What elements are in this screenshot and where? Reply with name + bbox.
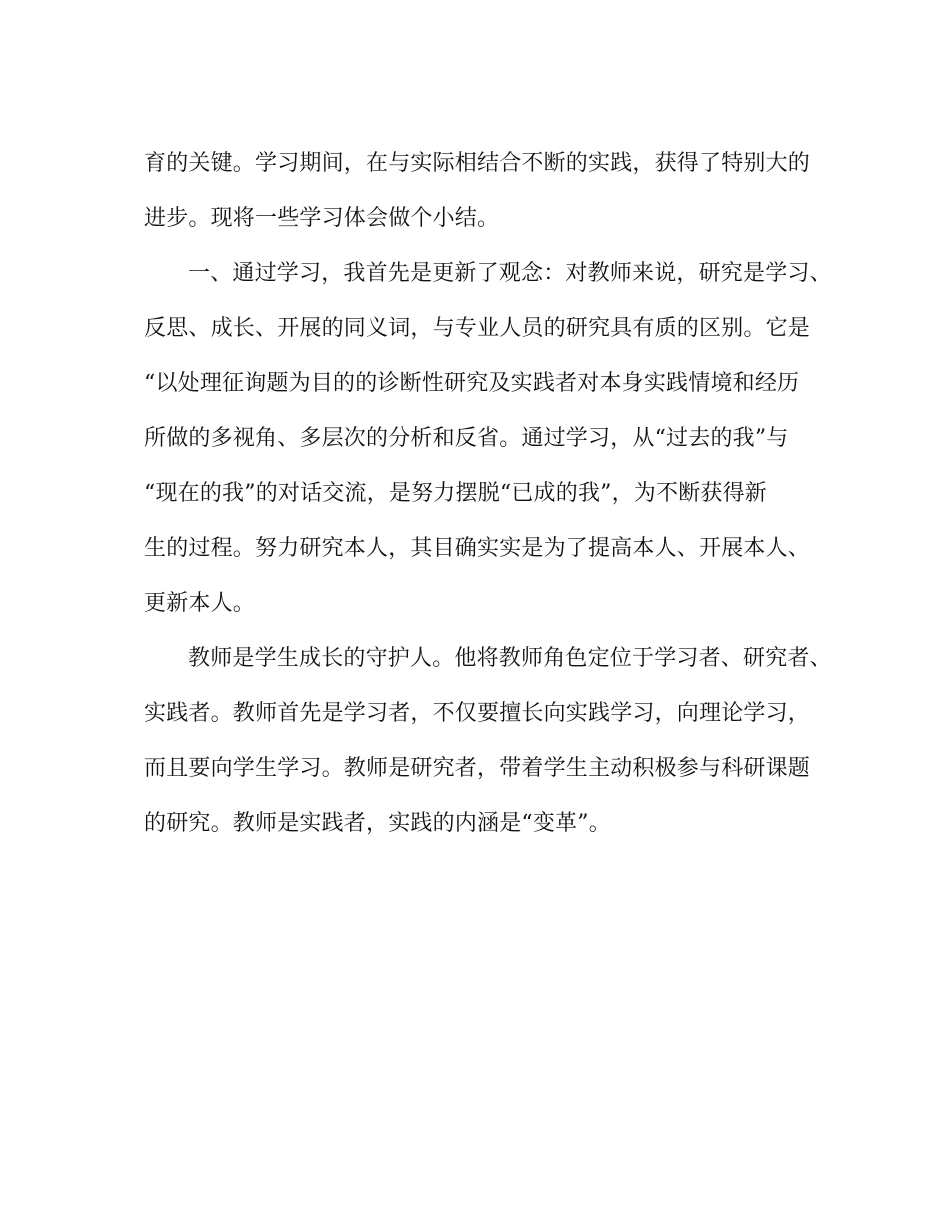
paragraph-start-line: 教师是学生成长的守护人。他将教师角色定位于学习者、研究者、: [188, 646, 832, 671]
text-line: “以处理征询题为目的的诊断性研究及实践者对本身实践情境和经历: [144, 371, 800, 396]
text-line: 进步。现将一些学习体会做个小结。: [144, 206, 500, 231]
text-line: 所做的多视角、多层次的分析和反省。通过学习，从“过去的我”与: [144, 426, 789, 451]
document-body: [144, 136, 832, 851]
text-line: 生的过程。努力研究本人，其目确实实是为了提高本人、开展本人、: [144, 536, 811, 561]
text-line: 实践者。教师首先是学习者，不仅要擅长向实践学习，向理论学习，: [144, 701, 811, 726]
text-line: 育的关键。学习期间，在与实际相结合不断的实践，获得了特别大的: [144, 151, 811, 176]
text-line: 的研究。教师是实践者，实践的内涵是“变革”。: [144, 811, 611, 836]
text-line: 反思、成长、开展的同义词，与专业人员的研究具有质的区别。它是: [144, 316, 811, 341]
paragraph-start-line: 一、通过学习，我首先是更新了观念：对教师来说，研究是学习、: [188, 261, 832, 286]
text-line: 而且要向学生学习。教师是研究者，带着学生主动积极参与科研课题: [144, 756, 811, 781]
text-line: 更新本人。: [144, 591, 256, 616]
text-line: “现在的我”的对话交流，是努力摆脱“已成的我”，为不断获得新: [144, 481, 767, 506]
